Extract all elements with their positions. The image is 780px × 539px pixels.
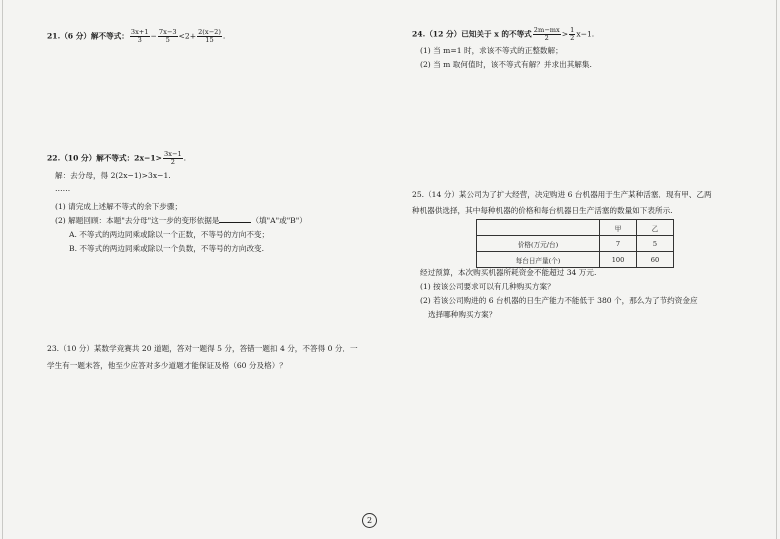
q25-budget: 经过预算，本次购买机器所耗资金不能超过 34 万元. [420, 268, 597, 277]
table-cell: 每台日产量(个) [477, 252, 600, 268]
question-25-continued [420, 267, 698, 320]
q21-fraction-1: $\frac{3x+1}{3}$ [130, 28, 149, 44]
question-25 [412, 189, 712, 216]
table-cell: 7 [600, 236, 637, 252]
q24-tail: x−1. [576, 29, 595, 39]
q22-ellipsis: …… [55, 184, 71, 193]
q22-fraction: $\frac{3x-1}{2}$ [164, 150, 182, 166]
q21-fraction-3: $\frac{2(x-2)}{15}$ [198, 28, 221, 44]
q24-head: 24.（12 分）已知关于 x 的不等式 [412, 29, 532, 39]
q24-compare: > [561, 29, 569, 39]
table-header-cell: 乙 [637, 220, 674, 236]
q22-solution-start: 解：去分母，得 2(2x−1)>3x−1. [55, 171, 171, 180]
q25-part-1: (1) 按该公司要求可以有几种购买方案？ [420, 282, 555, 291]
page-edge-left [2, 0, 3, 539]
q22-part-2: (2) 解题回顾：本题"去分母"这一步的变形依据是 （填"A"或"B"） [55, 216, 307, 225]
q22-option-b: B. 不等式的两边同乘或除以一个负数，不等号的方向改变. [69, 244, 265, 253]
table-cell: 100 [600, 252, 637, 268]
q21-tail: . [222, 31, 226, 41]
q21-compare: <2+ [178, 31, 197, 41]
answer-blank [219, 222, 251, 223]
q21-head: 21.（6 分）解不等式： [47, 31, 129, 41]
q23-line-1: 23.（10 分）某数学竞赛共 20 道题，答对一题得 5 分，答错一题扣 4 分，不答得 0 分．一 [47, 344, 358, 353]
q22-head: 22.（10 分）解不等式：2x−1> [47, 153, 162, 163]
q25-line-1: 25.（14 分）某公司为了扩大经营，决定购进 6 台机器用于生产某种活塞．现有甲、乙两 [412, 190, 712, 199]
table-header-cell: 甲 [600, 220, 637, 236]
question-21 [47, 29, 225, 44]
table-cell: 价格(万元/台) [477, 236, 600, 252]
q25-part-2: (2) 若该公司购进的 6 台机器的日生产能力不能低于 380 个，那么为了节约资金应 [420, 296, 698, 305]
q21-minus: − [150, 31, 157, 41]
q25-line-2: 种机器供选择，其中每种机器的价格和每台机器日生产活塞的数量如下表所示. [412, 206, 673, 215]
table-row [477, 252, 674, 268]
page-number: 2 [362, 513, 377, 528]
q24-fraction-2: $\frac{1}{2}$ [570, 26, 575, 42]
q22-tail: . [183, 153, 187, 163]
question-24 [412, 27, 594, 70]
question-23 [47, 343, 358, 371]
q21-fraction-2: $\frac{7x-3}{5}$ [158, 28, 177, 44]
q24-part-2: (2) 当 m 取何值时，该不等式有解？并求出其解集. [420, 60, 592, 69]
q25-part-2-cont: 选择哪种购买方案？ [428, 310, 497, 319]
table-row [477, 236, 674, 252]
q22-part-1: (1) 请完成上述解不等式的余下步骤； [55, 202, 183, 211]
table-cell: 5 [637, 236, 674, 252]
q22-option-a: A. 不等式的两边同乘或除以一个正数，不等号的方向不变； [69, 230, 270, 239]
machine-table [476, 219, 674, 268]
table-header-cell [477, 220, 600, 236]
q24-fraction-1: $\frac{2m-mx}{2}$ [533, 26, 560, 42]
table-cell: 60 [637, 252, 674, 268]
table-header-row [477, 220, 674, 236]
q24-part-1: (1) 当 m=1 时，求该不等式的正整数解； [420, 46, 563, 55]
question-22 [47, 151, 307, 254]
q23-line-2: 学生有一题未答，他至少应答对多少道题才能保证及格（60 分及格）？ [47, 361, 287, 370]
page-edge-right [776, 0, 777, 539]
